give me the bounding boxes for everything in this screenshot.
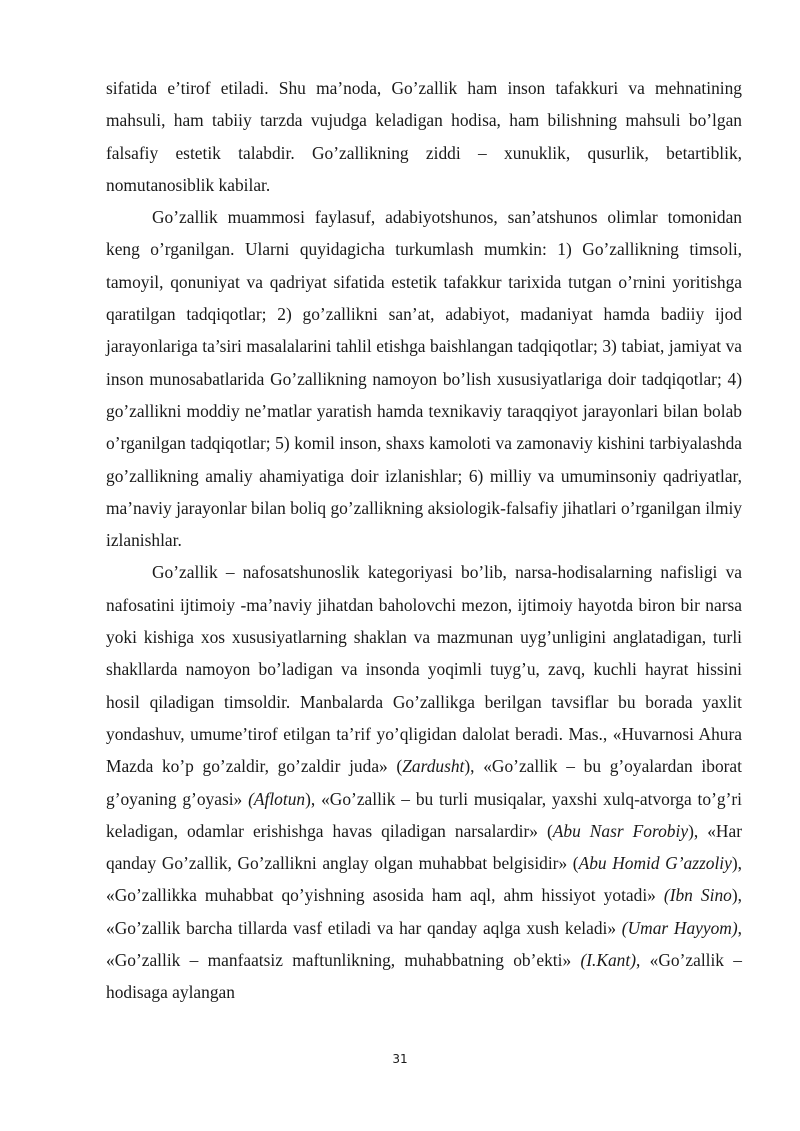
italic-citation: Abu Nasr Forobiy <box>552 820 689 841</box>
text-run: ), «Go’zallik – bu turli musiqalar, yaxshi xulq-atvorga to’g’ri keladigan, odamlar erishishga havas qiladigan narsalardir» ( <box>106 788 742 841</box>
italic-citation: Abu Homid G’azzoliy <box>578 853 732 874</box>
italic-citation: (Ibn Sino <box>663 885 732 906</box>
italic-citation: (Aflotun <box>248 788 306 809</box>
text-run: , «Go’zallik – manfaatsiz maftunlikning, muhabbatning ob’ekti» <box>106 917 742 971</box>
italic-citation: Zardusht <box>402 756 465 777</box>
body-text <box>106 72 742 1009</box>
italic-citation: (Umar Hayyom) <box>621 917 738 938</box>
text-run: sifatida e’tirof etiladi. Shu ma’noda, Go’zallik ham inson tafakkuri va mehnatining mahsuli, ham tabiiy tarzda vujudga keladigan hodisa, ham bilishning mahsuli bo’lgan falsafiy estetik talabdir. Go’zallikning ziddi – xunuklik, qusurlik, betartiblik, nomutanosiblik kabilar. <box>106 78 742 195</box>
page-number: 31 <box>392 1052 408 1066</box>
text-run: ), «Go’zallik – bu g’oyalardan iborat g’oyaning g’oyasi» <box>106 756 742 809</box>
text-run: ), «Har qanday Go’zallik, Go’zallikni anglay olgan muhabbat belgisidir» ( <box>106 820 742 874</box>
text-run: Go’zallik muammosi faylasuf, adabiyotshunos, san’atshunos olimlar tomonidan keng o’rganilgan. Ularni quyidagicha turkumlash mumkin: 1) Go’zallikning timsoli, tamoyil, qonuniyat va qadriyat sifatida estetik tafakkur tarixida tutgan o’rnini yoritishga qaratilgan tadqiqotlar; 2) go’zallikni san’at, adabiyot, madaniyat hamda badiiy ijod jarayonlariga ta’siri masalalarini tahlil etishga baishlangan tadqiqotlar; 3) tabiat, jamiyat va inson munosabatlarida Go’zallikning namoyon bo’lish xususiyatlariga doir tadqiqotlar; 4) go’zallikni moddiy ne’matlar yaratish hamda texnikaviy taraqqiyot jarayonlari bilan bolab o’rganilgan tadqiqotlar; 5) komil inson, shaxs kamoloti va zamonaviy kishini tarbiyalashda go’zallikning amaliy ahamiyatiga doir izlanishlar; 6) milliy va umuminsoniy qadriyatlar, ma’naviy jarayonlar bilan boliq go’zallikning aksiologik-falsafiy jihatlari o’rganilgan ilmiy izlanishlar. <box>106 207 742 551</box>
paragraph <box>106 72 742 201</box>
paragraph <box>106 556 742 1008</box>
text-run: , «Go’zallik – hodisaga aylangan <box>106 950 742 1003</box>
text-run: ), «Go’zallik barcha tillarda vasf etiladi va har qanday aqlga xush keladi» <box>106 885 742 938</box>
italic-citation: (I.Kant) <box>580 950 636 971</box>
text-run: ), «Go’zallikka muhabbat qo’yishning asosida ham aql, ahm hissiyot yotadi» <box>106 853 742 906</box>
text-run: Go’zallik – nafosatshunoslik kategoriyasi bo’lib, narsa-hodisalarning nafisligi va nafosatini ijtimoiy -ma’naviy jihatdan baholovchi mezon, ijtimoiy hayotda biron bir narsa yoki kishiga xos xususiyatlarning shaklan va mazmunan uyg’unligini anglatadigan, turli shakllarda namoyon bo’ladigan va insonda yoqimli tuyg’u, zavq, kuchli hayrat hissini hosil qiladigan timsoldir. Manbalarda Go’zallikga berilgan tavsiflar bu borada yaxlit yondashuv, umume’tirof etilgan ta’rif yo’qligidan dalolat beradi. Mas., «Huvarnosi Ahura Mazda ko’p go’zaldir, go’zaldir juda» ( <box>106 562 742 777</box>
paragraph <box>106 201 742 556</box>
